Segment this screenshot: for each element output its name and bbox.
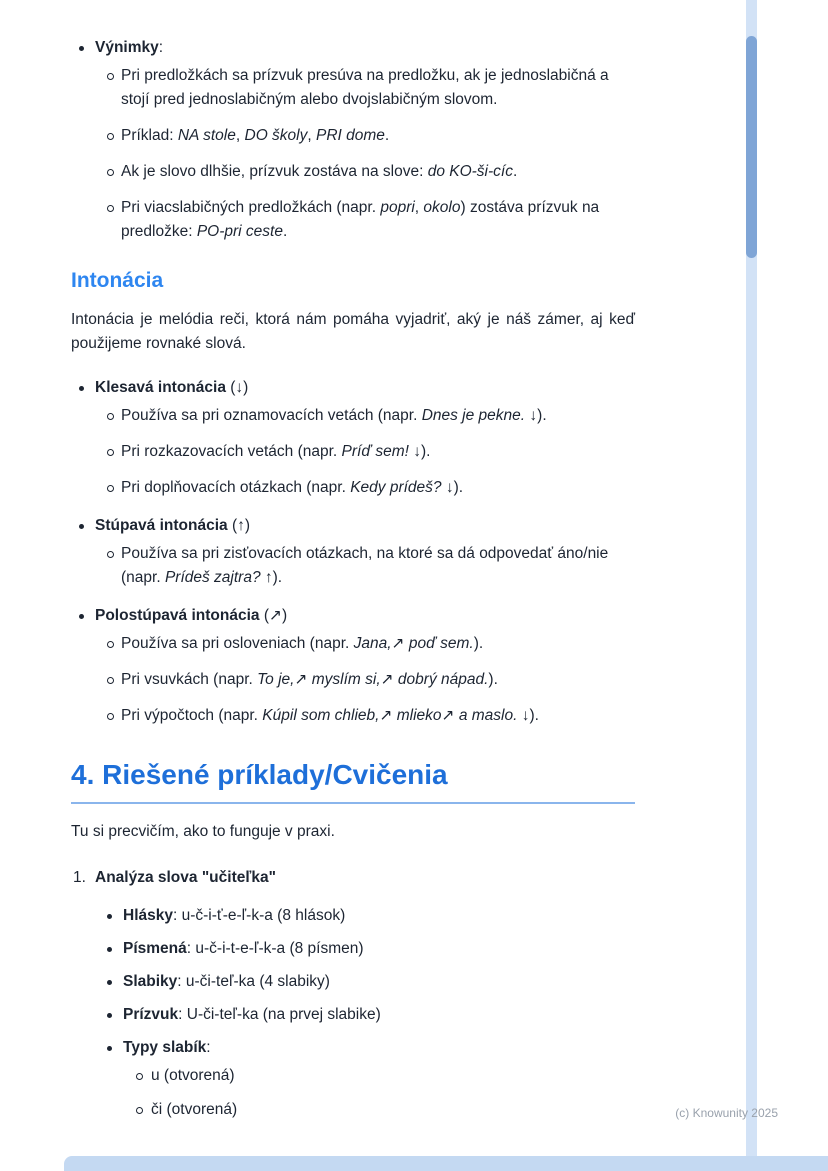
section-heading-cvicenia: 4. Riešené príklady/Cvičenia [71,758,635,804]
list-item-typy-slabik [107,1036,635,1122]
bullet-disc-icon [79,524,84,529]
intonation-group-title: Klesavá intonácia (↓) [95,379,249,396]
list-item [107,196,635,244]
exercise-list [71,866,635,1122]
section-heading-intonacia: Intonácia [71,269,164,292]
exceptions-sublist [107,64,635,244]
list-item [107,668,635,692]
syllable-types-list [136,1064,635,1122]
bullet-disc-icon [79,46,84,51]
list-item [107,404,635,428]
intonation-group-title: Polostúpavá intonácia (↗) [95,607,288,624]
intonation-group-title: Stúpavá intonácia (↑) [95,517,251,534]
polostupava-sublist [107,632,635,728]
list-item-text: Pri rozkazovacích vetách (napr. Príď sem! ↓). [121,443,431,460]
list-item-text: Hlásky: u-č-i-ť-e-ľ-k-a (8 hlások) [123,907,346,924]
bullet-circle-icon [107,449,114,456]
scrollbar-thumb[interactable] [746,36,757,258]
bullet-disc-icon [107,980,112,985]
list-item-text: u (otvorená) [151,1067,235,1084]
bullet-disc-icon [107,914,112,919]
list-item-polostupava [71,604,635,728]
list-item-text: či (otvorená) [151,1101,238,1118]
exceptions-list [71,36,635,244]
list-item [107,542,635,590]
analysis-list [107,904,635,1122]
list-item-text: Pri predložkách sa prízvuk presúva na predložku, ak je jednoslabičná a stojí pred jednoslabičným alebo dvojslabičným slovom. [121,67,609,108]
exceptions-title: Výnimky: [95,39,164,56]
cvicenia-intro-paragraph: Tu si precvičím, ako to funguje v praxi. [71,823,335,840]
stupava-sublist [107,542,635,590]
copyright-notice: (c) Knowunity 2025 [675,1106,778,1120]
list-item [107,160,635,184]
list-item [136,1098,635,1122]
exercise-number: 1. [73,869,86,886]
exercise-title: Analýza slova "učiteľka" [95,869,276,886]
bullet-circle-icon [107,133,114,140]
bullet-circle-icon [136,1107,143,1114]
list-item [136,1064,635,1088]
list-item [107,476,635,500]
list-item-text: Prízvuk: U-či-teľ-ka (na prvej slabike) [123,1006,381,1023]
list-item-text: Typy slabík: [123,1039,211,1056]
bullet-disc-icon [107,1046,112,1051]
list-item-text: Pri výpočtoch (napr. Kúpil som chlieb,↗ mlieko↗ a maslo. ↓). [121,707,539,724]
list-item-klesava [71,376,635,500]
list-item [107,704,635,728]
list-item [107,970,635,994]
next-page-edge [64,1156,828,1171]
list-item [107,124,635,148]
bullet-circle-icon [107,551,114,558]
bullet-circle-icon [107,677,114,684]
list-item [107,937,635,961]
bullet-circle-icon [136,1073,143,1080]
bullet-circle-icon [107,641,114,648]
list-item [107,632,635,656]
list-item-text: Používa sa pri oznamovacích vetách (napr. Dnes je pekne. ↓). [121,407,547,424]
bullet-disc-icon [79,614,84,619]
intonacia-intro-paragraph: Intonácia je melódia reči, ktorá nám pomáha vyjadriť, aký je náš zámer, aj keď použijeme rovnaké slová. [71,311,635,352]
list-item-text: Príklad: NA stole, DO školy, PRI dome. [121,127,390,144]
klesava-sublist [107,404,635,500]
bullet-disc-icon [107,947,112,952]
list-item-text: Písmená: u-č-i-t-e-ľ-k-a (8 písmen) [123,940,364,957]
list-item [107,64,635,112]
exercise-item [71,866,635,1122]
bullet-circle-icon [107,169,114,176]
list-item-text: Slabiky: u-či-teľ-ka (4 slabiky) [123,973,330,990]
list-item [107,904,635,928]
intonation-types-list [71,376,635,728]
list-item-exceptions [71,36,635,244]
bullet-circle-icon [107,485,114,492]
list-item-text: Pri vsuvkách (napr. To je,↗ myslím si,↗ dobrý nápad.). [121,671,498,688]
bullet-circle-icon [107,205,114,212]
bullet-disc-icon [79,386,84,391]
bullet-circle-icon [107,413,114,420]
bullet-circle-icon [107,713,114,720]
list-item-text: Pri doplňovacích otázkach (napr. Kedy prídeš? ↓). [121,479,464,496]
bullet-disc-icon [107,1013,112,1018]
list-item-text: Ak je slovo dlhšie, prízvuk zostáva na slove: do KO-ši-cíc. [121,163,518,180]
list-item-text: Pri viacslabičných predložkách (napr. popri, okolo) zostáva prízvuk na predložke: PO-pri ceste. [121,199,600,240]
bullet-circle-icon [107,73,114,80]
list-item-text: Používa sa pri zisťovacích otázkach, na ktoré sa dá odpovedať áno/nie (napr. Prídeš zajtra? ↑). [121,545,609,586]
list-item [107,1003,635,1027]
list-item-text: Používa sa pri osloveniach (napr. Jana,↗ poď sem.). [121,635,484,652]
list-item [107,440,635,464]
list-item-stupava [71,514,635,590]
